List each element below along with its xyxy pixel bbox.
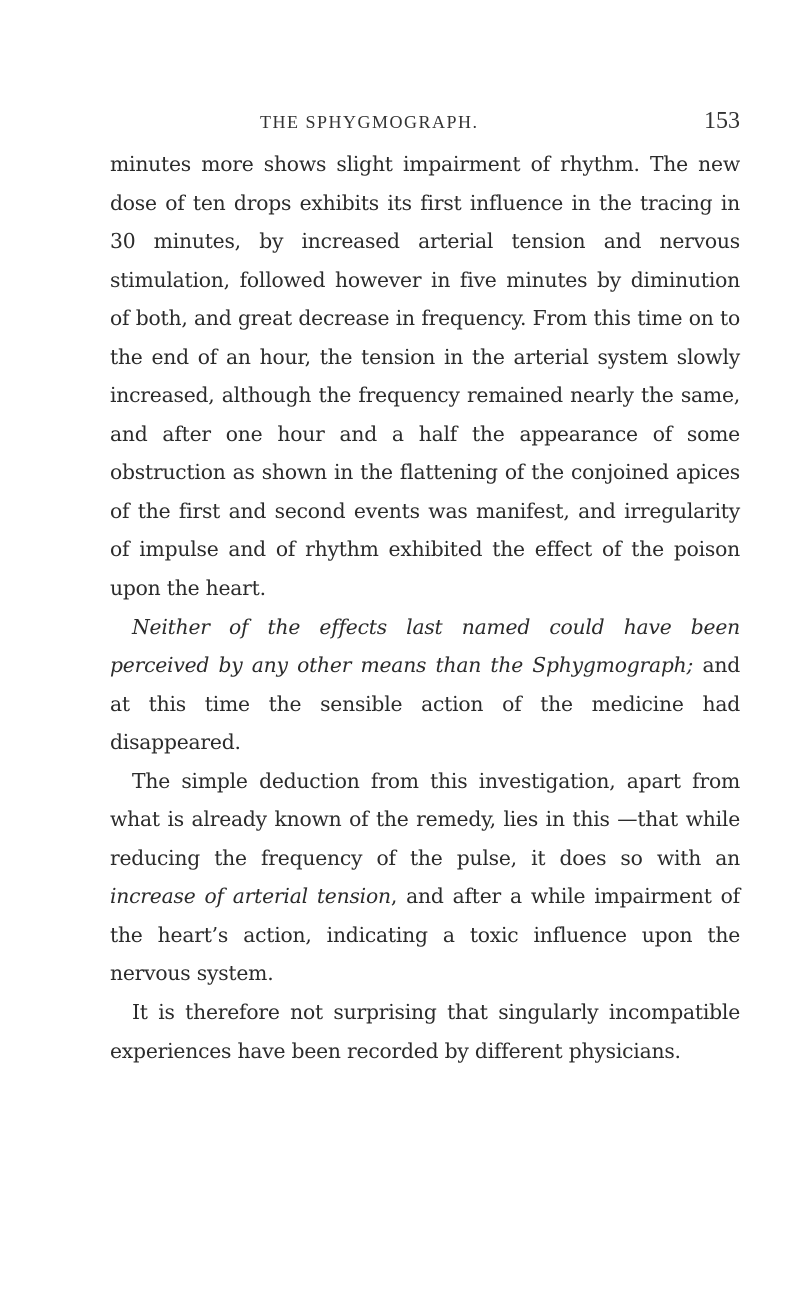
running-title: THE SPHYGMOGRAPH. <box>260 112 479 132</box>
paragraph-sphygmograph-note <box>110 608 740 762</box>
page-number: 153 <box>704 108 740 134</box>
body-text <box>110 145 740 1070</box>
paragraph-text: , and after a while impairment of the heart’s action, indicating a toxic influence upon the nervous system. <box>110 884 740 986</box>
italic-emphasis: Neither of the effects last named could have been perceived by any other means than the Sphygmograph; <box>110 614 740 678</box>
paragraph-text: and at this time the sensible action of the medicine had disappeared. <box>110 653 740 755</box>
paragraph-conclusion: It is therefore not surprising that singularly incompatible experiences have been recorded by different physicians. <box>110 1000 740 1063</box>
paragraph-deduction <box>110 762 740 993</box>
running-head <box>110 108 740 136</box>
italic-emphasis: increase of arterial tension <box>110 884 391 909</box>
paragraph-text: The simple deduction from this investigation, apart from what is already known of the remedy, lies in this —that while reducing the frequency of the pulse, it does so with an <box>110 768 740 870</box>
paragraph-continuation: minutes more shows slight impairment of rhythm. The new dose of ten drops exhibits its first influence in the tracing in 30 minutes, by increased arterial tension and nervous stimulation, followed however in five minutes by diminution of both, and great decrease in frequency. From this time on to the end of an hour, the tension in the arterial system slowly increased, although the frequency remained nearly the same, and after one hour and a half the appearance of some obstruction as shown in the flattening of the conjoined apices of the first and second events was manifest, and irregularity of impulse and of rhythm exhibited the effect of the poison upon the heart. <box>110 152 740 601</box>
